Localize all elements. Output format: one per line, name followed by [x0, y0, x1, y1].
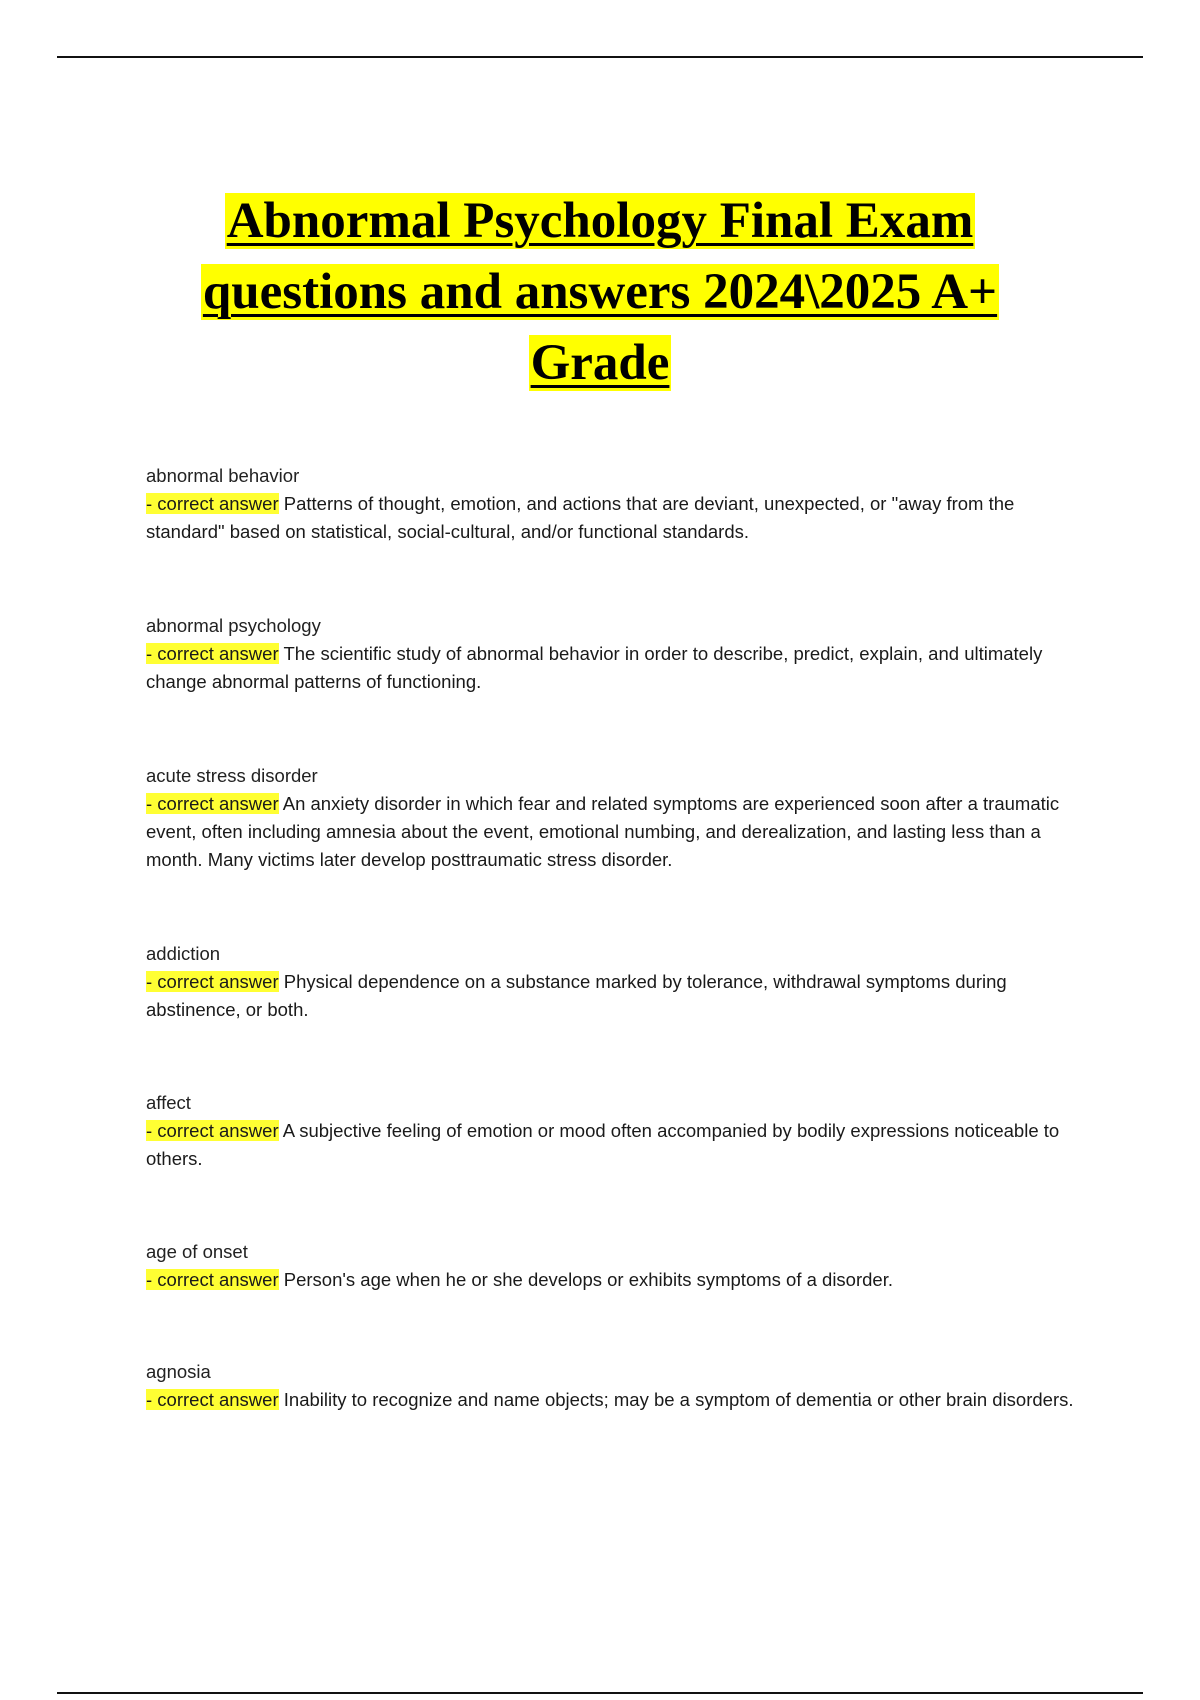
correct-answer-label: - correct answer [146, 1120, 279, 1141]
correct-answer-label: - correct answer [146, 643, 279, 664]
entry-answer [146, 790, 1086, 874]
qa-entry [146, 1358, 1086, 1414]
correct-answer-label: - correct answer [146, 1389, 279, 1410]
correct-answer-label: - correct answer [146, 793, 279, 814]
entry-answer [146, 1266, 1086, 1294]
top-rule [57, 56, 1143, 58]
entry-term: age of onset [146, 1241, 248, 1262]
entry-definition: Inability to recognize and name objects; may be a symptom of dementia or other brain disorders. [283, 1389, 1074, 1410]
correct-answer-label: - correct answer [146, 971, 279, 992]
entry-term: addiction [146, 943, 221, 964]
entry-definition: An anxiety disorder in which fear and related symptoms are experienced soon after a traumatic event, often including amnesia about the event, emotional numbing, and derealization, and lasting less than a month. Many victims later develop posttraumatic stress disorder. [146, 793, 1060, 870]
entry-answer [146, 968, 1086, 1024]
entry-answer [146, 1117, 1086, 1173]
title-line: Abnormal Psychology Final Exam [226, 193, 974, 249]
entry-answer [146, 640, 1086, 696]
title-line: questions and answers 2024\2025 A+ [202, 264, 998, 320]
qa-entry [146, 762, 1086, 874]
entry-definition: The scientific study of abnormal behavior in order to describe, predict, explain, and ultimately change abnormal patterns of functioning. [146, 643, 1043, 692]
correct-answer-label: - correct answer [146, 1269, 279, 1290]
entry-term: agnosia [146, 1361, 211, 1382]
bottom-rule [57, 1692, 1143, 1694]
entry-definition: Person's age when he or she develops or exhibits symptoms of a disorder. [283, 1269, 893, 1290]
qa-entry [146, 462, 1086, 546]
qa-entry [146, 1238, 1086, 1294]
entry-term: acute stress disorder [146, 765, 318, 786]
qa-entry [146, 612, 1086, 696]
entry-term: affect [146, 1092, 191, 1113]
qa-entry [146, 940, 1086, 1024]
entry-definition: Physical dependence on a substance marked by tolerance, withdrawal symptoms during abstinence, or both. [146, 971, 1007, 1020]
entry-answer [146, 1386, 1086, 1414]
entry-term: abnormal behavior [146, 465, 300, 486]
qa-entry [146, 1089, 1086, 1173]
entry-definition: A subjective feeling of emotion or mood often accompanied by bodily expressions noticeable to others. [146, 1120, 1060, 1169]
title-line: Grade [530, 335, 670, 391]
entry-definition: Patterns of thought, emotion, and actions that are deviant, unexpected, or "away from the standard" based on statistical, social-cultural, and/or functional standards. [146, 493, 1015, 542]
entry-term: abnormal psychology [146, 615, 321, 636]
correct-answer-label: - correct answer [146, 493, 279, 514]
entry-answer [146, 490, 1086, 546]
document-title [90, 186, 1110, 399]
